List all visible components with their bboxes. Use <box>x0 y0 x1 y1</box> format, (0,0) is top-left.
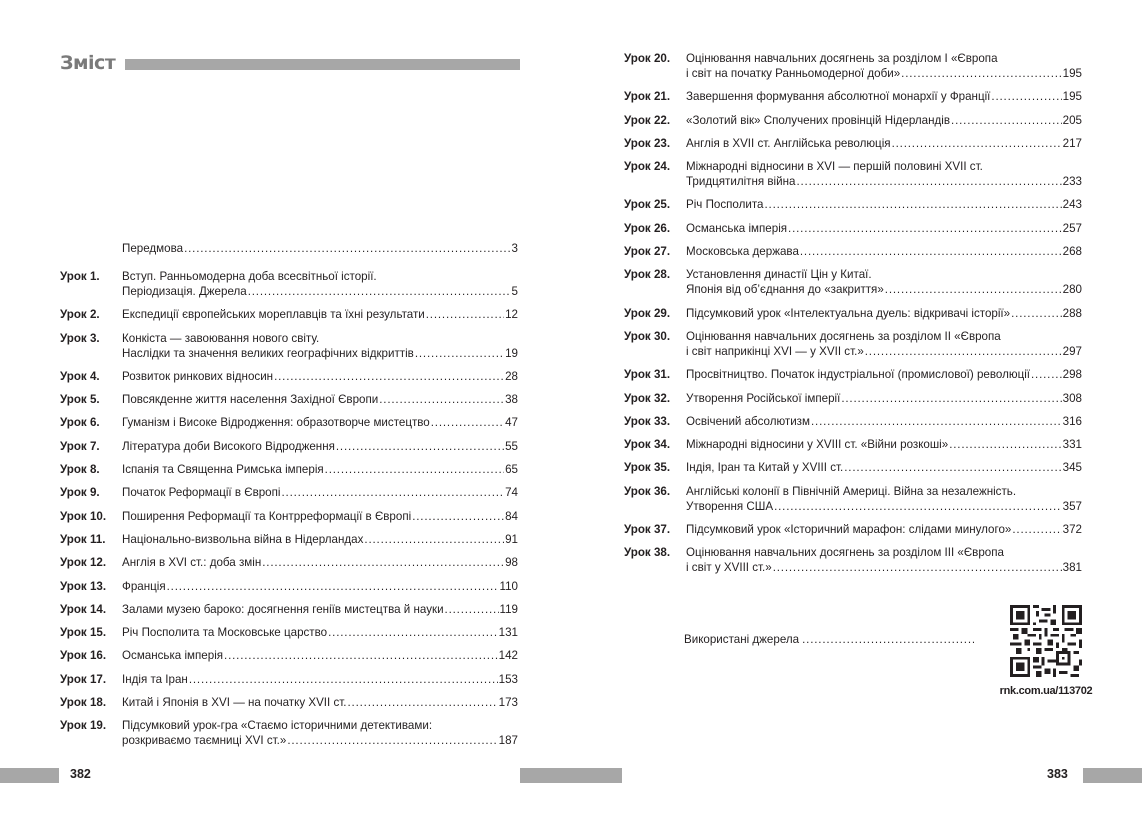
toc-entry-page: 55 <box>505 439 518 453</box>
leader-dots <box>379 392 504 407</box>
toc-entry[interactable] <box>624 367 1082 382</box>
toc-entry-page: 257 <box>1062 221 1082 235</box>
lesson-number: Урок 14. <box>60 602 107 616</box>
toc-entry-page: 110 <box>499 579 518 593</box>
lesson-number: Урок 1. <box>60 270 100 283</box>
leader-dots <box>282 485 505 500</box>
toc-entry-page: 381 <box>1062 561 1082 575</box>
toc-entry-page: 298 <box>1062 368 1082 382</box>
toc-entry-title-line: Міжнародні відносини в XVI — першій половині XVII ст. <box>686 160 983 174</box>
lesson-number: Урок 4. <box>60 369 100 383</box>
toc-entry[interactable] <box>624 159 1082 189</box>
toc-entry-page: 331 <box>1062 438 1082 452</box>
lesson-number: Урок 2. <box>60 308 100 322</box>
toc-entry-title-line: Англійські колонії в Північній Америці. Війна за незалежність. <box>686 484 1017 498</box>
leader-dots <box>885 282 1062 297</box>
toc-entry-title-line: Річ Посполита та Московське царство <box>122 626 328 640</box>
leader-dots <box>364 532 504 547</box>
toc-entry-page: 243 <box>1062 198 1082 212</box>
toc-entry-page: 187 <box>498 734 518 748</box>
leader-dots <box>951 113 1062 128</box>
toc-entry-title-line: «Золотий вік» Сполучених провінцій Нідерландів <box>686 113 951 127</box>
leader-dots <box>1031 367 1062 382</box>
leader-dots <box>348 695 498 710</box>
toc-entry-title-line: Османська імперія <box>122 649 224 663</box>
toc-list-left <box>60 241 518 757</box>
leader-dots <box>167 579 499 594</box>
lesson-number: Урок 37. <box>624 523 671 537</box>
leader-dots <box>1011 306 1062 321</box>
toc-entry-title-line: і світ наприкінці XVI — у XVII ст.» <box>686 344 864 358</box>
sources-label: Використані джерела <box>684 633 800 646</box>
leader-dots <box>224 648 498 663</box>
toc-entry-page: 153 <box>498 672 518 686</box>
toc-entry-title-line: Вступ. Ранньомодерна доба всесвітньої історії. <box>122 270 377 283</box>
lesson-number: Урок 3. <box>60 331 100 345</box>
toc-entry[interactable] <box>60 369 518 384</box>
toc-entry-title-line: Поширення Реформації та Контрреформації в Європі <box>122 509 412 523</box>
toc-entry-title-line: Початок Реформації в Європі <box>122 486 281 500</box>
toc-entry-title-line: Індія та Іран <box>122 672 188 686</box>
toc-entry-title-line: розкриваємо таємниці XVI ст.» <box>122 734 287 748</box>
toc-entry-page: 217 <box>1062 136 1082 150</box>
toc-entry[interactable] <box>624 197 1082 212</box>
toc-entry-page: 142 <box>498 649 518 663</box>
leader-dots <box>765 197 1062 212</box>
toc-entry-title-line: Османська імперія <box>686 221 788 235</box>
toc-entry-title-line: Оцінювання навчальних досягнень за розділом І «Європа <box>686 52 998 65</box>
lesson-number: Урок 34. <box>624 438 671 452</box>
toc-entry-title-line: Періодизація. Джерела <box>122 285 247 298</box>
leader-dots <box>274 369 504 384</box>
toc-entry-title-line: Наслідки та значення великих географічних відкриттів <box>122 346 414 360</box>
lesson-number: Урок 20. <box>624 52 671 65</box>
toc-entry[interactable] <box>60 509 518 524</box>
toc-entry[interactable] <box>624 545 1082 575</box>
toc-entry-page: 268 <box>1062 245 1082 259</box>
page-title: Зміст <box>60 52 116 74</box>
toc-entry-title-line: Установлення династії Цін у Китаї. <box>686 268 872 282</box>
toc-entry-preface[interactable] <box>60 241 518 256</box>
toc-entry-title-line: і світ на початку Ранньомодерної доби» <box>686 67 901 80</box>
lesson-number: Урок 9. <box>60 486 100 500</box>
toc-entry-title-line: Англія в XVI ст.: доба змін <box>122 556 262 570</box>
leader-dots <box>991 89 1061 104</box>
lesson-number: Урок 24. <box>624 160 671 174</box>
toc-entry-page: 131 <box>498 626 518 640</box>
toc-entry-title-line: Іспанія та Священна Римська імперія <box>122 463 324 477</box>
lesson-number: Урок 18. <box>60 696 107 710</box>
toc-entry[interactable] <box>60 555 518 570</box>
lesson-number: Урок 12. <box>60 556 107 570</box>
toc-entry[interactable] <box>624 267 1082 297</box>
leader-dots <box>841 391 1061 406</box>
toc-entry[interactable] <box>60 532 518 547</box>
toc-entry-title-line: Утворення Російської імперії <box>686 391 841 405</box>
toc-entry[interactable] <box>624 522 1082 537</box>
lesson-number: Урок 5. <box>60 393 100 407</box>
toc-entry-page: 345 <box>1062 461 1082 475</box>
lesson-number: Урок 28. <box>624 268 671 282</box>
toc-entry-title: Передмова <box>122 242 184 255</box>
toc-entry-title-line: Освічений абсолютизм <box>686 414 810 428</box>
toc-entry-title-line: Міжнародні відносини у XVIII ст. «Війни розкоші» <box>686 438 949 452</box>
toc-entry[interactable] <box>60 672 518 687</box>
toc-entry-title-line: Оцінювання навчальних досягнень за розділом ІІ «Європа <box>686 329 1001 343</box>
contents-header <box>60 52 520 74</box>
page-number-right: 383 <box>1047 767 1068 781</box>
leader-dots <box>800 244 1062 259</box>
lesson-number: Урок 26. <box>624 221 671 235</box>
toc-entry-title-line: Франція <box>122 579 166 593</box>
leader-dots <box>336 439 504 454</box>
toc-entry-page: 316 <box>1062 414 1082 428</box>
lesson-number: Урок 35. <box>624 461 671 475</box>
qr-code-icon[interactable] <box>1010 605 1082 677</box>
leader-dots <box>865 344 1062 359</box>
toc-entry-title-line: Англія в XVII ст. Англійська революція <box>686 136 891 150</box>
toc-entry-title-line: Підсумковий урок «Історичний марафон: слідами минулого» <box>686 523 1012 537</box>
qr-block <box>996 605 1096 697</box>
lesson-number: Урок 13. <box>60 579 107 593</box>
toc-entry[interactable] <box>624 51 1082 81</box>
toc-entry-title-line: Просвітництво. Початок індустріальної (промислової) революції <box>686 368 1031 382</box>
lesson-number: Урок 15. <box>60 626 107 640</box>
lesson-number: Урок 19. <box>60 719 107 733</box>
toc-entry-page: 280 <box>1062 283 1082 297</box>
toc-entry[interactable] <box>624 306 1082 321</box>
lesson-number: Урок 36. <box>624 484 671 498</box>
leader-dots <box>811 414 1062 429</box>
toc-entry[interactable] <box>60 392 518 407</box>
toc-entry[interactable] <box>60 331 518 361</box>
toc-entry[interactable] <box>624 414 1082 429</box>
toc-entry-page: 119 <box>499 602 518 616</box>
toc-entry-page: 38 <box>505 393 518 407</box>
leader-dots <box>287 733 497 748</box>
toc-list-right <box>624 51 1082 584</box>
toc-entry-page: 91 <box>505 532 518 546</box>
lesson-number: Урок 23. <box>624 136 671 150</box>
toc-entry-page: 233 <box>1062 175 1082 189</box>
toc-entry[interactable] <box>60 439 518 454</box>
lesson-number: Урок 33. <box>624 414 671 428</box>
toc-entry-title-line: Китай і Японія в XVI — на початку XVII ст. <box>122 696 347 710</box>
lesson-number: Урок 21. <box>624 90 671 104</box>
toc-entry-page: 297 <box>1062 344 1082 358</box>
toc-entry-page: 372 <box>1062 523 1082 537</box>
toc-entry-page: 47 <box>505 416 518 430</box>
lesson-number: Урок 27. <box>624 245 671 259</box>
footer-bar-center-right <box>571 768 622 783</box>
toc-entry-page: 357 <box>1062 499 1082 513</box>
lesson-number: Урок 25. <box>624 198 671 212</box>
leader-dots <box>325 462 504 477</box>
lesson-number: Урок 29. <box>624 306 671 320</box>
footer-bar-right <box>1083 768 1142 783</box>
footer-bar-center-left <box>520 768 571 783</box>
leader-dots <box>248 284 511 299</box>
lesson-number: Урок 22. <box>624 113 671 127</box>
toc-entry-page: 19 <box>505 346 518 360</box>
toc-entry-title-line: Московська держава <box>686 245 799 259</box>
toc-entry[interactable] <box>60 625 518 640</box>
lesson-number: Урок 32. <box>624 391 671 405</box>
toc-entry[interactable] <box>60 579 518 594</box>
toc-entry[interactable] <box>60 485 518 500</box>
lesson-number: Урок 10. <box>60 509 107 523</box>
leader-dots <box>788 221 1062 236</box>
toc-entry[interactable] <box>60 648 518 663</box>
toc-entry-page: 98 <box>505 556 518 570</box>
leader-dots <box>328 625 498 640</box>
toc-entry[interactable] <box>624 460 1082 475</box>
toc-entry[interactable] <box>60 718 518 748</box>
lesson-number: Урок 38. <box>624 546 671 560</box>
toc-entry-title-line: Експедиції європейських мореплавців та їхні результати <box>122 308 425 322</box>
toc-entry-page: 195 <box>1062 67 1082 80</box>
lesson-number: Урок 17. <box>60 672 107 686</box>
toc-entry-title-line: Повсякденне життя населення Західної Європи <box>122 393 379 407</box>
toc-entry-title-line: Індія, Іран та Китай у XVIII ст. <box>686 461 844 475</box>
toc-entry-page: 173 <box>498 696 518 710</box>
toc-entry[interactable] <box>624 113 1082 128</box>
toc-entry[interactable] <box>624 484 1082 514</box>
leader-dots <box>844 460 1061 475</box>
lesson-number: Урок 30. <box>624 329 671 343</box>
right-page <box>571 0 1142 827</box>
toc-entry-title-line: Залами музею бароко: досягнення геніїв мистецтва й науки <box>122 602 444 616</box>
leader-dots <box>774 499 1062 514</box>
toc-entry-title-line: Річ Посполита <box>686 198 764 212</box>
leader-dots <box>189 672 498 687</box>
toc-entry-page: 195 <box>1062 90 1082 104</box>
lesson-number: Урок 8. <box>60 463 100 477</box>
toc-entry-page: 3 <box>511 242 518 255</box>
toc-entry-title-line: Гуманізм і Високе Відродження: образотворче мистецтво <box>122 416 430 430</box>
toc-entry[interactable] <box>624 329 1082 359</box>
toc-entry-title-line: і світ у XVIII ст.» <box>686 561 772 575</box>
toc-entry[interactable] <box>60 269 518 299</box>
lesson-number: Урок 11. <box>60 532 106 546</box>
title-rule <box>125 59 520 70</box>
qr-url[interactable]: rnk.com.ua/113702 <box>999 685 1093 697</box>
toc-entry[interactable] <box>60 415 518 430</box>
leader-dots <box>262 555 504 570</box>
toc-entry-page: 308 <box>1062 391 1082 405</box>
toc-entry-title-line: Національно-визвольна війна в Нідерландах <box>122 532 364 546</box>
toc-entry-title-line: Оцінювання навчальних досягнень за розділом ІІІ «Європа <box>686 546 1004 560</box>
toc-entry-title-line: Підсумковий урок «Інтелектуальна дуель: відкривачі історії» <box>686 306 1011 320</box>
toc-entry-title-line: Розвиток ринкових відносин <box>122 369 274 383</box>
leader-dots <box>802 632 974 647</box>
leader-dots <box>773 560 1062 575</box>
leader-dots <box>184 241 510 256</box>
toc-entry-title-line: Тридцятилітня війна <box>686 175 796 189</box>
footer-bar-left <box>0 768 59 783</box>
leader-dots <box>445 602 499 617</box>
toc-entry-title-line: Завершення формування абсолютної монархії у Франції <box>686 90 991 104</box>
toc-entry[interactable] <box>60 695 518 710</box>
leader-dots <box>431 415 504 430</box>
lesson-number: Урок 7. <box>60 439 100 453</box>
toc-entry-page: 288 <box>1062 306 1082 320</box>
toc-entry-page: 205 <box>1062 113 1082 127</box>
toc-entry-page: 65 <box>505 463 518 477</box>
toc-entry[interactable] <box>624 437 1082 452</box>
toc-entry[interactable] <box>60 602 518 617</box>
lesson-number: Урок 16. <box>60 649 107 663</box>
toc-entry-page: 84 <box>505 509 518 523</box>
toc-entry[interactable] <box>624 244 1082 259</box>
toc-entry-title-line: Конкіста — завоювання нового світу. <box>122 331 320 345</box>
toc-entry-title-line: Література доби Високого Відродження <box>122 439 335 453</box>
leader-dots <box>426 307 504 322</box>
toc-entry[interactable] <box>624 391 1082 406</box>
toc-entry[interactable] <box>624 221 1082 236</box>
toc-entry[interactable] <box>624 136 1082 151</box>
leader-dots <box>892 136 1062 151</box>
toc-entry-page: 28 <box>505 369 518 383</box>
leader-dots <box>949 437 1061 452</box>
toc-entry-title-line: Утворення США <box>686 499 774 513</box>
lesson-number: Урок 31. <box>624 368 671 382</box>
toc-entry-page: 5 <box>511 285 518 298</box>
leader-dots <box>415 346 504 361</box>
leader-dots <box>901 66 1062 81</box>
toc-entry-page: 74 <box>505 486 518 500</box>
toc-entry-title-line: Підсумковий урок-гра «Стаємо історичними детективами: <box>122 719 433 733</box>
leader-dots <box>412 509 504 524</box>
lesson-number: Урок 6. <box>60 416 100 430</box>
toc-entry[interactable] <box>624 89 1082 104</box>
toc-entry-title-line: Японія від об’єднання до «закриття» <box>686 283 884 297</box>
leader-dots <box>1012 522 1061 537</box>
toc-entry-sources[interactable] <box>684 632 974 647</box>
toc-entry-page: 12 <box>505 308 518 322</box>
page-number-left: 382 <box>70 767 91 781</box>
toc-entry[interactable] <box>60 462 518 477</box>
leader-dots <box>796 174 1061 189</box>
toc-entry[interactable] <box>60 307 518 322</box>
